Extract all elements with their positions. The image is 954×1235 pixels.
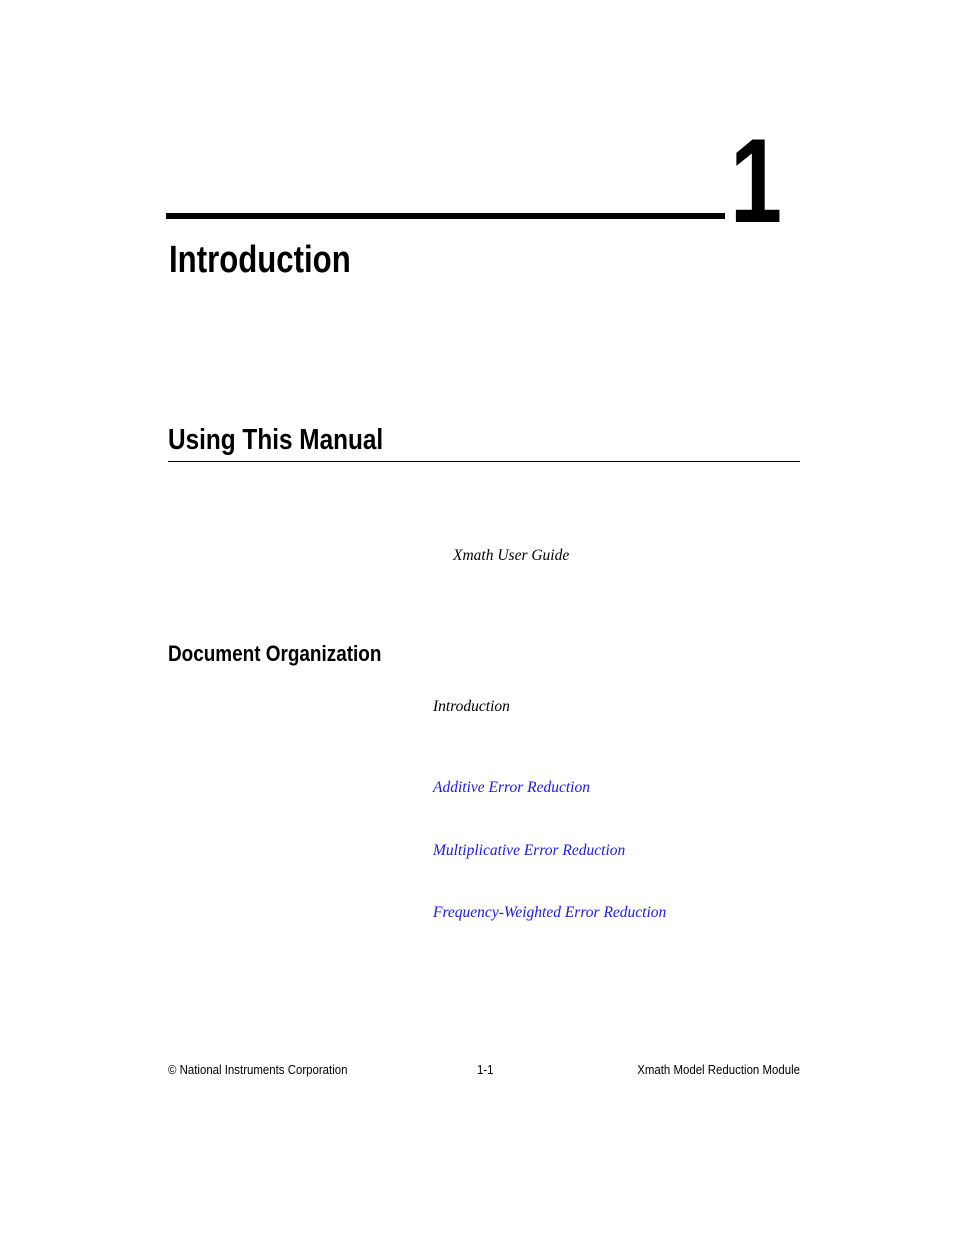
chapter-title: Introduction <box>169 239 351 281</box>
link-additive-error-reduction[interactable]: Additive Error Reduction <box>433 779 590 796</box>
footer-manual-title: Xmath Model Reduction Module <box>637 1062 800 1077</box>
footer-copyright: © National Instruments Corporation <box>168 1062 348 1077</box>
xmath-user-guide-reference: Xmath User Guide <box>453 547 570 564</box>
chapter-rule <box>166 213 725 219</box>
link-frequency-weighted-error-reduction[interactable]: Frequency-Weighted Error Reduction <box>433 904 667 921</box>
link-multiplicative-error-reduction[interactable]: Multiplicative Error Reduction <box>433 842 626 859</box>
org-item-introduction: Introduction <box>433 698 510 715</box>
section-rule <box>168 461 800 462</box>
chapter-number: 1 <box>730 114 779 248</box>
section-title: Using This Manual <box>168 424 384 456</box>
subsection-title: Document Organization <box>168 641 382 666</box>
footer-page-number: 1-1 <box>477 1062 494 1077</box>
